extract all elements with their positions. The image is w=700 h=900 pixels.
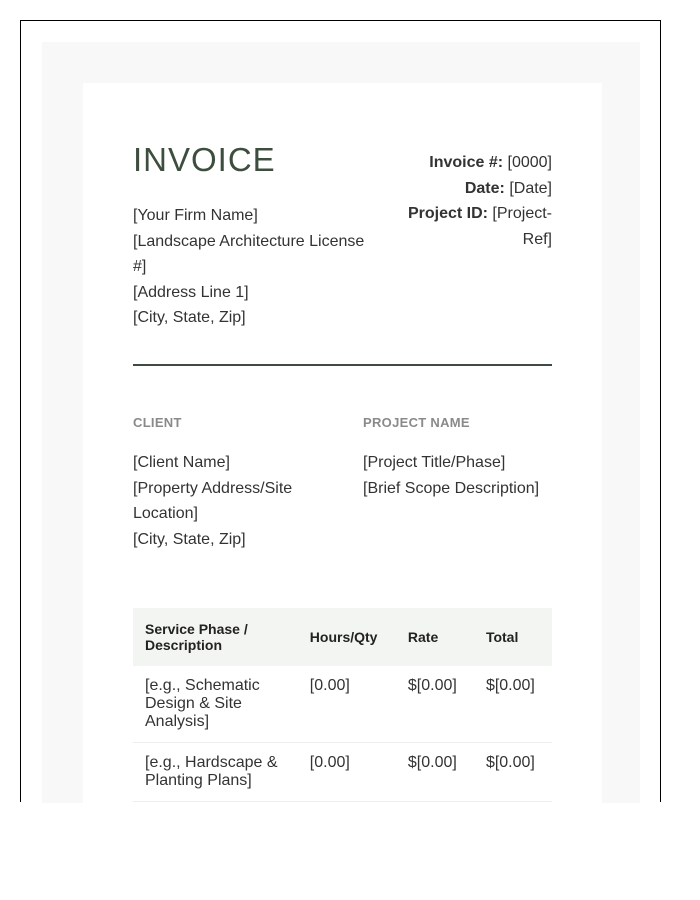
invoice-date-value: [Date]: [509, 179, 552, 197]
row-description: [e.g., Hardscape & Planting Plans]: [133, 743, 298, 802]
invoice-number-line: [382, 150, 552, 176]
project-id-label: Project ID:: [407, 205, 488, 222]
table-row: [133, 743, 552, 802]
invoice-paper: [83, 83, 602, 803]
firm-info: [133, 203, 373, 331]
client-city-state-zip: [City, State, Zip]: [133, 530, 246, 548]
client-property-address: [Property Address/Site Location]: [133, 479, 293, 522]
project-id-line: [382, 201, 552, 252]
firm-license: [Landscape Architecture License #]: [133, 232, 365, 275]
row-rate: $[0.00]: [396, 743, 474, 802]
invoice-number-label: Invoice #:: [429, 154, 504, 171]
row-description: [e.g., Schematic Design & Site Analysis]: [133, 666, 298, 743]
header-hours-qty: Hours/Qty: [298, 608, 396, 666]
row-rate: $[0.00]: [396, 666, 474, 743]
project-scope: [Brief Scope Description]: [363, 479, 540, 497]
project-id-value: [Project-Ref]: [492, 205, 552, 248]
header-total: Total: [474, 608, 552, 666]
firm-address: [Address Line 1]: [133, 283, 249, 301]
page-backdrop: [42, 42, 640, 803]
row-total: $[0.00]: [474, 666, 552, 743]
row-hours: [0.00]: [298, 743, 396, 802]
invoice-date-line: [382, 176, 552, 202]
client-details: [133, 450, 333, 552]
header-rate: Rate: [396, 608, 474, 666]
project-details: [363, 450, 553, 501]
client-label: CLIENT: [133, 415, 182, 430]
header-divider: [133, 364, 552, 366]
invoice-meta: [382, 150, 552, 252]
table-row: [133, 666, 552, 743]
invoice-number-value: [0000]: [507, 154, 552, 171]
project-name-label: PROJECT NAME: [363, 415, 470, 430]
project-title: [Project Title/Phase]: [363, 454, 506, 471]
client-name: [Client Name]: [133, 454, 230, 471]
table-header-row: [133, 608, 552, 666]
services-table: [133, 608, 552, 802]
header-service-description: Service Phase / Description: [133, 608, 298, 666]
row-hours: [0.00]: [298, 666, 396, 743]
row-total: $[0.00]: [474, 743, 552, 802]
invoice-title: INVOICE: [133, 141, 276, 178]
firm-name: [Your Firm Name]: [133, 207, 258, 224]
page-frame: [20, 20, 661, 802]
invoice-date-label: Date:: [464, 179, 505, 197]
firm-city-state-zip: [City, State, Zip]: [133, 309, 246, 326]
